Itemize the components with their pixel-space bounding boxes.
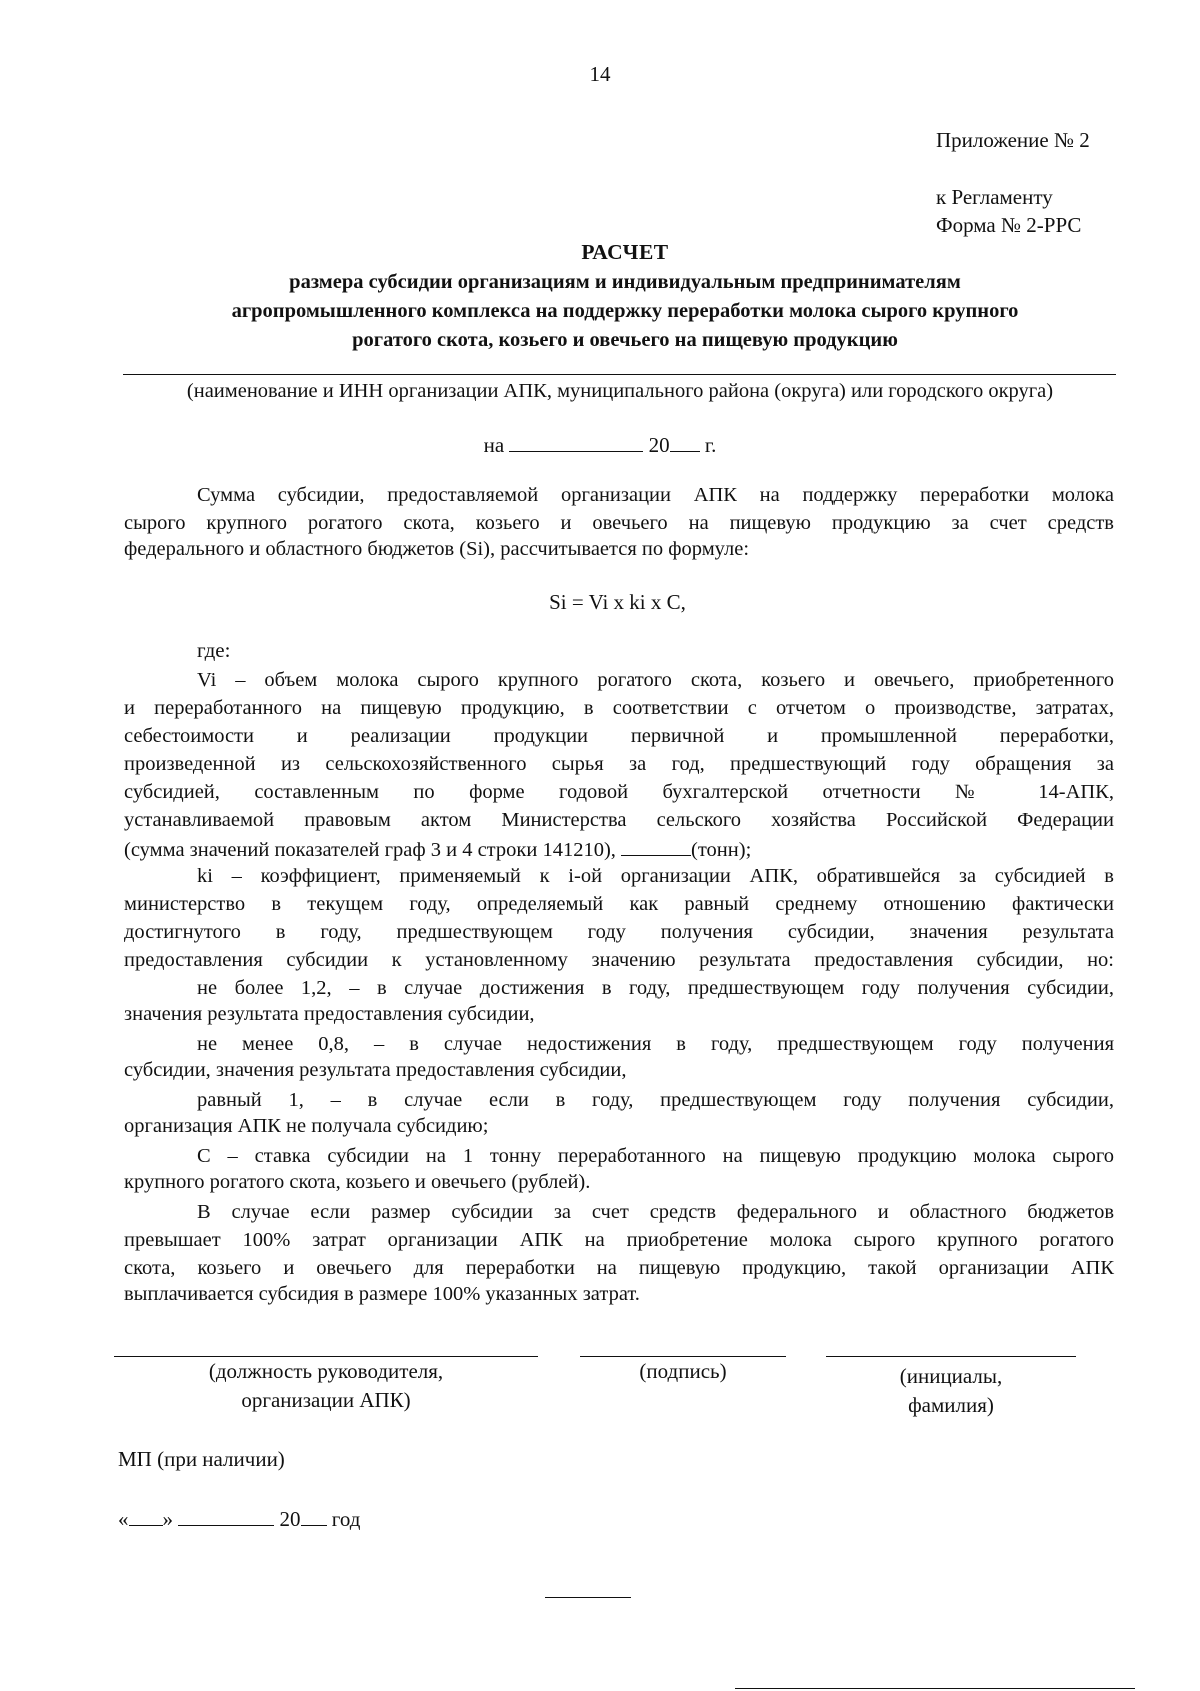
signature-caption: (подпись) — [639, 1359, 727, 1383]
final-paragraph-line: выплачивается субсидия в размере 100% указанных затрат. — [124, 1283, 640, 1305]
subtitle-line: рогатого скота, козьего и овечьего на пищевую продукцию — [352, 329, 898, 351]
tonnage-unit: (тонн); — [691, 839, 752, 861]
vi-definition-line: и переработанного на пищевую продукцию, в соответствии с отчетом о производстве, затратах, — [124, 697, 1114, 719]
end-divider — [545, 1597, 631, 1598]
final-paragraph-line: превышает 100% затрат организации АПК на приобретение молока сырого крупного рогатого — [124, 1229, 1114, 1251]
year-blank[interactable] — [670, 431, 700, 452]
vi-definition-last-line — [124, 835, 751, 862]
year-blank[interactable] — [301, 1505, 327, 1526]
page-number: 14 — [589, 62, 611, 86]
regulation-label: к Регламенту — [936, 185, 1053, 209]
organization-fill-line[interactable] — [123, 374, 1116, 375]
position-caption-line: организации АПК) — [241, 1388, 411, 1412]
vi-definition-line: произведенной из сельскохозяйственного сырья за год, предшествующий году обращения за — [124, 753, 1114, 775]
final-paragraph-line: В случае если размер субсидии за счет средств федерального и областного бюджетов — [197, 1201, 1114, 1223]
signing-date-line — [118, 1505, 360, 1532]
formula: Si = Vi x ki x C, — [549, 590, 686, 614]
day-blank[interactable] — [129, 1505, 163, 1526]
form-number: Форма № 2-РРС — [936, 213, 1082, 237]
report-date-line — [0, 431, 1200, 458]
vi-definition-line: Vi – объем молока сырого крупного рогатого скота, козьего и овечьего, приобретенного — [197, 669, 1114, 691]
document-title: РАСЧЕТ — [581, 240, 669, 264]
year-prefix: 20 — [279, 1507, 301, 1531]
ki-definition-line: ki – коэффициент, применяемый к i-ой организации АПК, обратившейся за субсидией в — [197, 865, 1114, 887]
appendix-label: Приложение № 2 — [936, 128, 1090, 152]
vi-definition-line: субсидией, составленным по форме годовой бухгалтерской отчетности № 14-АПК, — [124, 781, 1114, 803]
year-prefix: 20 — [648, 433, 670, 457]
tonnage-blank[interactable] — [621, 835, 691, 856]
month-blank[interactable] — [178, 1505, 274, 1526]
subtitle-line: агропромышленного комплекса на поддержку переработки молока сырого крупного — [231, 300, 1019, 322]
ki-case-line: значения результата предоставления субсидии, — [124, 1003, 535, 1025]
open-quote: « — [118, 1507, 129, 1531]
organization-caption: (наименование и ИНН организации АПК, муниципального района (округа) или городского округа) — [186, 380, 1054, 402]
vi-text: (сумма значений показателей граф 3 и 4 строки 141210), — [124, 839, 616, 861]
final-paragraph-line: скота, козьего и овечьего для переработки на пищевую продукцию, такой организации АПК — [124, 1257, 1114, 1279]
ki-case-line: субсидии, значения результата предоставления субсидии, — [124, 1059, 627, 1081]
ki-case-line: не более 1,2, – в случае достижения в году, предшествующем году получения субсидии, — [197, 977, 1114, 999]
initials-caption-line: (инициалы, — [899, 1364, 1003, 1388]
c-definition-line: крупного рогатого скота, козьего и овечьего (рублей). — [124, 1171, 591, 1193]
ki-case-line: равный 1, – в случае если в году, предшествующем году получения субсидии, — [197, 1089, 1114, 1111]
ki-case-line: не менее 0,8, – в случае недостижения в году, предшествующем году получения — [197, 1033, 1114, 1055]
close-quote: » — [162, 1507, 173, 1531]
subtitle-line: размера субсидии организациям и индивидуальным предпринимателям — [289, 271, 961, 293]
intro-line: сырого крупного рогатого скота, козьего и овечьего на пищевую продукцию за счет средств — [124, 512, 1114, 534]
stamp-label: МП (при наличии) — [118, 1447, 285, 1471]
year-suffix: год — [331, 1507, 361, 1531]
position-caption-line: (должность руководителя, — [208, 1359, 444, 1383]
bottom-edge-rule — [735, 1688, 1135, 1689]
vi-definition-line: устанавливаемой правовым актом Министерства сельского хозяйства Российской Федерации — [124, 809, 1114, 831]
initials-caption-line: фамилия) — [908, 1393, 994, 1417]
ki-definition-line: предоставления субсидии к установленному значению результата предоставления субсидии, но: — [124, 949, 1114, 971]
vi-definition-line: себестоимости и реализации продукции первичной и промышленной переработки, — [124, 725, 1114, 747]
intro-line: федерального и областного бюджетов (Si), рассчитывается по формуле: — [124, 538, 750, 560]
where-label: где: — [197, 638, 231, 662]
initials-fill-line[interactable] — [826, 1356, 1076, 1357]
c-definition-line: С – ставка субсидии на 1 тонну переработанного на пищевую продукцию молока сырого — [197, 1145, 1114, 1167]
ki-definition-line: достигнутого в году, предшествующем году получения субсидии, значения результата — [124, 921, 1114, 943]
date-blank[interactable] — [509, 431, 643, 452]
position-caption — [114, 1357, 538, 1415]
ki-case-line: организация АПК не получала субсидию; — [124, 1115, 489, 1137]
date-suffix: г. — [704, 433, 717, 457]
ki-definition-line: министерство в текущем году, определяемый как равный среднему отношению фактически — [124, 893, 1114, 915]
date-prefix: на — [483, 433, 505, 457]
intro-line: Сумма субсидии, предоставляемой организации АПК на поддержку переработки молока — [197, 484, 1114, 506]
initials-caption — [826, 1362, 1076, 1420]
